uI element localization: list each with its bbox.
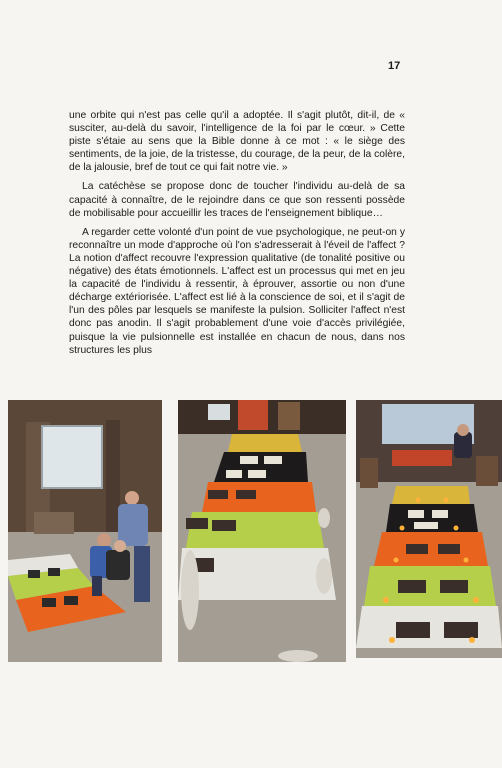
paragraph-3: A regarder cette volonté d'un point de vue psychologique, ne peut-on y reconnaître un mode d'approche où l'on s'adresserait à l'éveil de l'affect ? La notion d'affect recouvre l'expression qualitative (de tonalité positive ou négative) des états émotionnels. L'affect est un processus qui met en jeu la capacité de l'individu à ressentir, à éprouver, assortie ou non d'une décharge extériorisée. L'affect est lié à la conscience de soi, et il s'agit de l'un des pôles par lesquels se manifeste la pulsion. Solliciter l'affect n'est donc pas anodin. Il s'agit probablement d'une voie d'accès privilégiée, puisque la vie pulsionnelle est installée en chacun de nous, dans nos structures les plus xyxy=(69,226,405,356)
photo-mat-path-candles xyxy=(356,400,502,658)
paragraph-1: une orbite qui n'est pas celle qu'il a adoptée. Il s'agit plutôt, dit-il, de « susciter, au-delà du savoir, l'intelligence de la foi par le cœur. » Cette piste s'étaie au sens que la Bible donne à ce mot : « le siège des sentiments, de la joie, de la tristesse, du courage, de la peur, de la colère, de la jalousie, bref de tout ce qui fait notre vie. » xyxy=(69,110,405,174)
photo-mat-path-top xyxy=(178,400,346,662)
body-text xyxy=(69,109,405,356)
paragraph-2: La catéchèse se propose donc de toucher l'individu au-delà de sa capacité à connaître, de le rejoindre dans ce que son ressenti possède de mobilisable pour accueillir les traces de l'enseignement biblique… xyxy=(69,181,405,219)
photo-workshop-placing xyxy=(8,400,162,662)
photo-strip xyxy=(8,400,502,662)
page-number: 17 xyxy=(388,60,401,72)
